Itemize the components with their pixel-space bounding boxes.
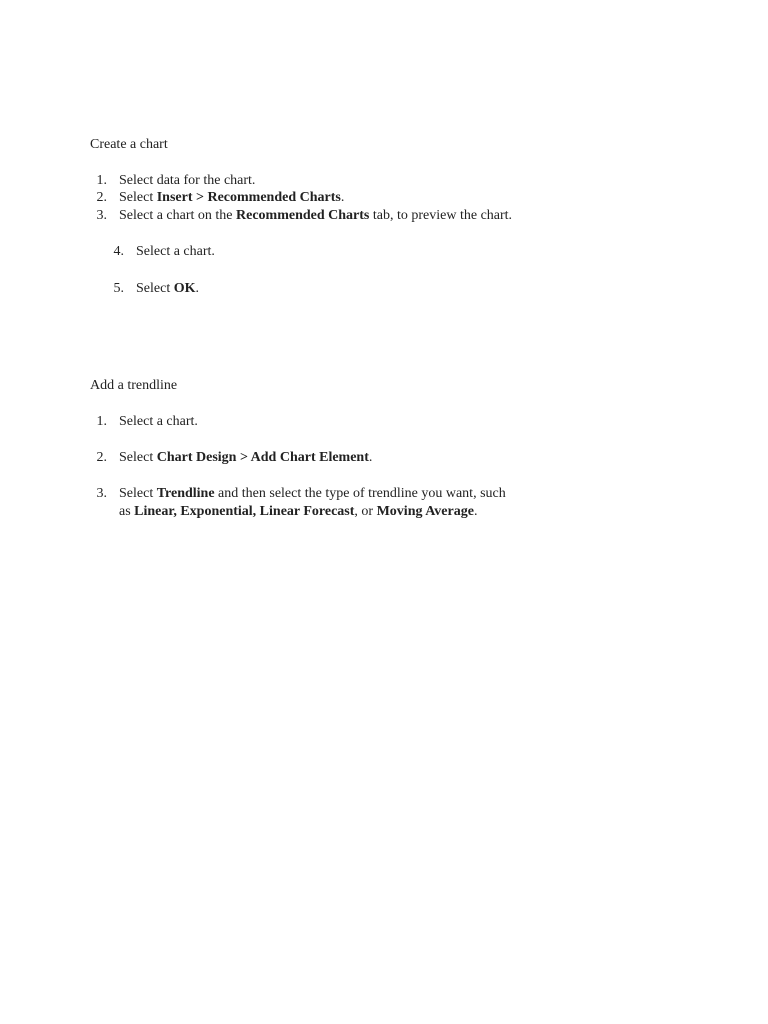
list-text [119,189,344,207]
text-run: Select data for the chart. [119,173,256,188]
list-number: 1. [96,173,107,188]
list-text [136,280,199,298]
list-number: 4. [113,244,124,259]
list-text [136,243,215,261]
text-run: Select a chart on the [119,208,237,223]
bold-text-run: Insert > Recommended Charts [156,190,341,205]
list-text [119,485,506,503]
section-heading-add-trendline: Add a trendline [90,378,178,393]
text-run: Select [136,281,174,296]
text-run: . [473,504,478,519]
text-run: Select a chart. [136,244,215,259]
text-run: Select [119,190,157,205]
list-text [119,449,372,467]
bold-text-run: Recommended Charts [236,208,370,223]
text-run: Select a chart. [119,414,198,429]
list-number: 2. [96,190,107,205]
list-text [119,207,512,225]
text-run: . [368,450,373,465]
text-run: Select [119,486,157,501]
list-number: 3. [96,208,107,223]
list-number: 3. [96,486,107,501]
bold-text-run: Linear, Exponential, Linear Forecast [134,504,355,519]
text-run: . [195,281,199,296]
list-text [119,503,477,521]
text-run: Select [119,450,157,465]
text-run: tab, to preview the chart. [369,208,513,223]
bold-text-run: Moving Average [376,504,474,519]
text-run: and then select the type of trendline you want, such [214,486,506,501]
text-run: , or [354,504,377,519]
list-number: 5. [113,281,124,296]
section-heading-create-chart: Create a chart [90,137,168,152]
bold-text-run: Chart Design > Add Chart Element [156,450,369,465]
bold-text-run: Trendline [156,486,215,501]
bold-text-run: OK [173,281,196,296]
text-run: as [119,504,135,519]
list-text [119,172,255,190]
list-number: 2. [96,450,107,465]
list-number: 1. [96,414,107,429]
text-run: . [340,190,345,205]
list-text [119,413,198,431]
